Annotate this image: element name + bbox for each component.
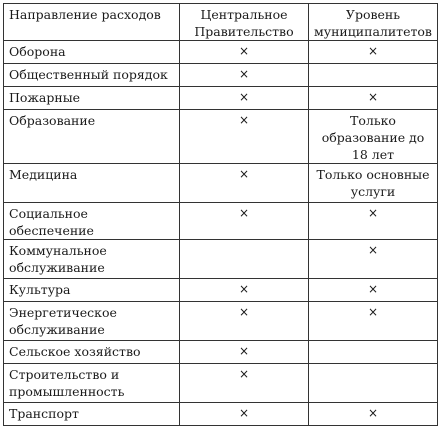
row-name: Образование — [4, 110, 180, 164]
central-mark: × — [180, 64, 309, 87]
table-row — [4, 203, 438, 240]
municipal-mark: × — [309, 240, 438, 279]
central-mark: × — [180, 364, 309, 403]
municipal-mark: × — [309, 41, 438, 64]
row-name: Пожарные — [4, 87, 180, 110]
table-row — [4, 164, 438, 203]
header-central-government: Центральное Правительство — [180, 4, 309, 41]
row-name: Оборона — [4, 41, 180, 64]
header-municipal-level: Уровень муниципалитетов — [309, 4, 438, 41]
row-name: Коммунальное обслуживание — [4, 240, 180, 279]
table-row — [4, 403, 438, 426]
municipal-mark — [309, 364, 438, 403]
table-row — [4, 240, 438, 279]
central-mark: × — [180, 302, 309, 341]
central-mark: × — [180, 87, 309, 110]
row-name: Энергетическое обслуживание — [4, 302, 180, 341]
municipal-mark — [309, 64, 438, 87]
municipal-mark: × — [309, 87, 438, 110]
central-mark — [180, 240, 309, 279]
row-name: Социальное обеспечение — [4, 203, 180, 240]
municipal-mark: × — [309, 203, 438, 240]
expenditure-table-wrapper — [3, 3, 438, 426]
row-name: Сельское хозяйство — [4, 341, 180, 364]
municipal-mark: × — [309, 403, 438, 426]
central-mark: × — [180, 164, 309, 203]
central-mark: × — [180, 110, 309, 164]
table-row — [4, 41, 438, 64]
row-name: Общественный порядок — [4, 64, 180, 87]
table-row — [4, 87, 438, 110]
table-header-row — [4, 4, 438, 41]
row-name: Медицина — [4, 164, 180, 203]
municipal-mark: × — [309, 302, 438, 341]
municipal-mark — [309, 341, 438, 364]
central-mark: × — [180, 341, 309, 364]
row-name: Культура — [4, 279, 180, 302]
table-row — [4, 364, 438, 403]
municipal-note: Только основные услуги — [309, 164, 438, 203]
row-name: Строительство и промышленность — [4, 364, 180, 403]
table-row — [4, 110, 438, 164]
expenditure-table — [3, 3, 438, 426]
central-mark: × — [180, 279, 309, 302]
row-name: Транспорт — [4, 403, 180, 426]
table-row — [4, 64, 438, 87]
central-mark: × — [180, 41, 309, 64]
header-expenditure-direction: Направление расходов — [4, 4, 180, 41]
municipal-note: Только образование до 18 лет — [309, 110, 438, 164]
central-mark: × — [180, 403, 309, 426]
table-row — [4, 279, 438, 302]
central-mark: × — [180, 203, 309, 240]
municipal-mark: × — [309, 279, 438, 302]
table-row — [4, 302, 438, 341]
table-row — [4, 341, 438, 364]
